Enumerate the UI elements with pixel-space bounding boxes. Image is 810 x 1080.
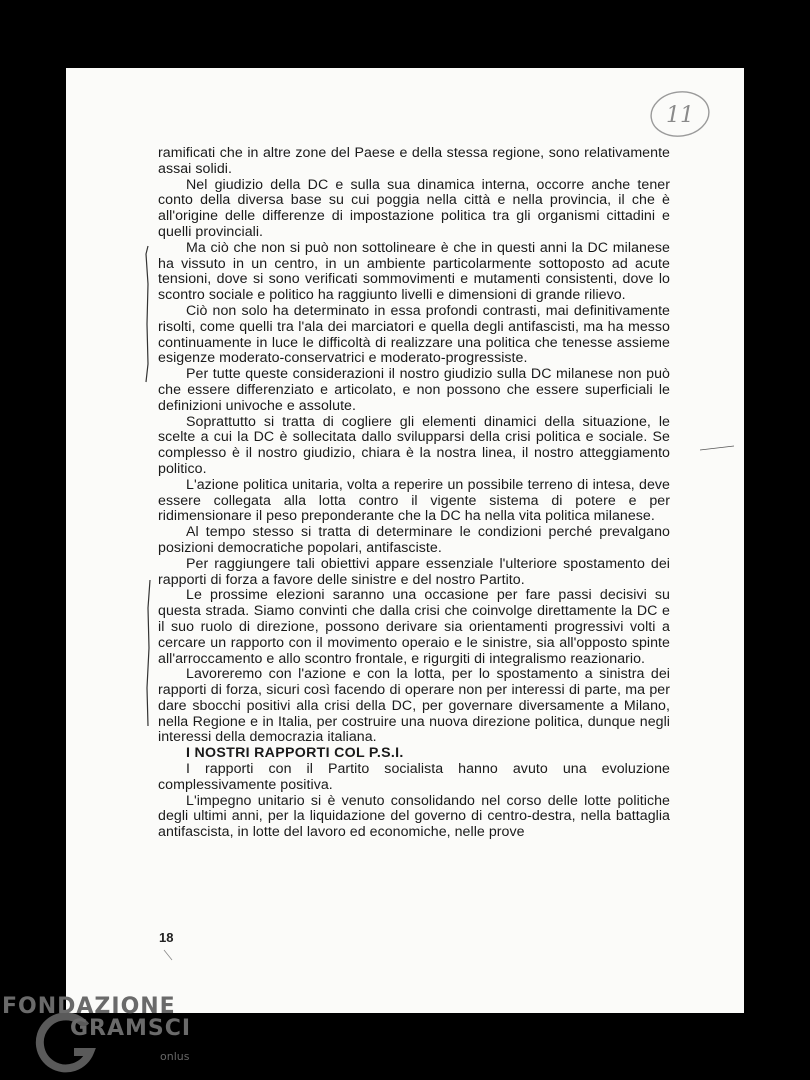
paragraph-11: Lavoreremo con l'azione e con la lotta, per lo spostamento a sinistra dei rapporti di forza, sicuri così facendo di operare non per interessi di parte, ma per dare sbocchi positivi alla crisi della DC, per governare diversamente a Milano, nella Regione e in Italia, per costruire una nuova direzione politica, dunque negli interessi della democrazia italiana. <box>158 666 670 746</box>
paragraph-8: Al tempo stesso si tratta di determinare le condizioni perché prevalgano posizioni democratiche popolari, antifasciste. <box>158 524 670 556</box>
paragraph-3: Ma ciò che non si può non sottolineare è che in questi anni la DC milanese ha vissuto in un centro, in un ambiente particolarmente sottoposto ad acute tensioni, dove si sono verificati sommovimenti e mutamenti consistenti, dove lo scontro sociale e politico ha raggiunto livelli e dimensioni di grande rilievo. <box>158 239 670 304</box>
paragraph-2: Nel giudizio della DC e sulla sua dinamica interna, occorre anche tener conto della diversa base su cui poggia nella città e nella provincia, il che è all'origine delle differenze di impostazione politica tra gli organismi cittadini e quelli provinciali. <box>158 176 670 240</box>
watermark-line1: FONDAZIONE <box>2 994 176 1019</box>
paragraph-6: Soprattutto si tratta di cogliere gli elementi dinamici della situazione, le scelte a cui la DC è sollecitata dallo svilupparsi della crisi politica e sociale. Se complesso è il nostro giudizio, chiara è la nostra linea, il nostro atteggiamento politico. <box>158 413 670 477</box>
scanned-page <box>66 68 744 1013</box>
paragraph-4: Ciò non solo ha determinato in essa profondi contrasti, mai definitivamente risolti, come quelli tra l'ala dei marciatori e quella degli antifascisti, ma ha messo continuamente in luce le difficoltà di realizzare una politica che tenesse assieme esigenze moderato-conservatrici e moderato-progressiste. <box>158 302 670 367</box>
bottom-tick <box>162 948 176 964</box>
folio-stamp <box>648 88 712 140</box>
margin-bracket-1 <box>142 244 154 384</box>
body-text <box>158 146 670 841</box>
watermark-logo <box>0 988 200 1080</box>
paragraph-12: I rapporti con il Partito socialista hanno avuto una evoluzione complessivamente positiva. <box>158 761 670 793</box>
paragraph-13: L'impegno unitario si è venuto consolidando nel corso delle lotte politiche degli ultimi anni, per la liquidazione del governo di centro-destra, nella battaglia antifascista, in lotte del lavoro ed economiche, nelle prove <box>158 792 670 841</box>
watermark-line2: GRAMSCI <box>70 1016 192 1041</box>
folio-stamp-number: 11 <box>666 103 694 128</box>
paragraph-1: ramificati che in altre zone del Paese e della stessa regione, sono relativamente assai solidi. <box>158 145 670 177</box>
page-number: 18 <box>159 930 174 945</box>
paragraph-5: Per tutte queste considerazioni il nostro giudizio sulla DC milanese non può che essere differenziato e articolato, e non possono che essere superficiali le definizioni univoche e assolute. <box>158 366 670 414</box>
section-heading: I NOSTRI RAPPORTI COL P.S.I. <box>186 745 404 762</box>
paragraph-7: L'azione politica unitaria, volta a reperire un possibile terreno di intesa, deve essere collegata alla lotta contro il vigente sistema di potere e per ridimensionare il peso preponderante che la DC ha nella vita politica milanese. <box>158 476 670 525</box>
margin-bracket-2 <box>142 578 154 728</box>
watermark-line3: onlus <box>160 1050 190 1063</box>
margin-dash <box>698 442 738 456</box>
paragraph-10: Le prossime elezioni saranno una occasione per fare passi decisivi su questa strada. Siamo convinti che dalla crisi che coinvolge direttamente la DC e il suo ruolo di direzione, possono derivare sia orientamenti progressivi volti a cercare un rapporto con il movimento operaio e le sinistre, sia all'opposto spinte all'arroccamento e allo scontro frontale, e rigurgiti di integralismo reazionario. <box>158 587 670 667</box>
paragraph-9: Per raggiungere tali obiettivi appare essenziale l'ulteriore spostamento dei rapporti di forza a favore delle sinistre e del nostro Partito. <box>158 555 670 588</box>
